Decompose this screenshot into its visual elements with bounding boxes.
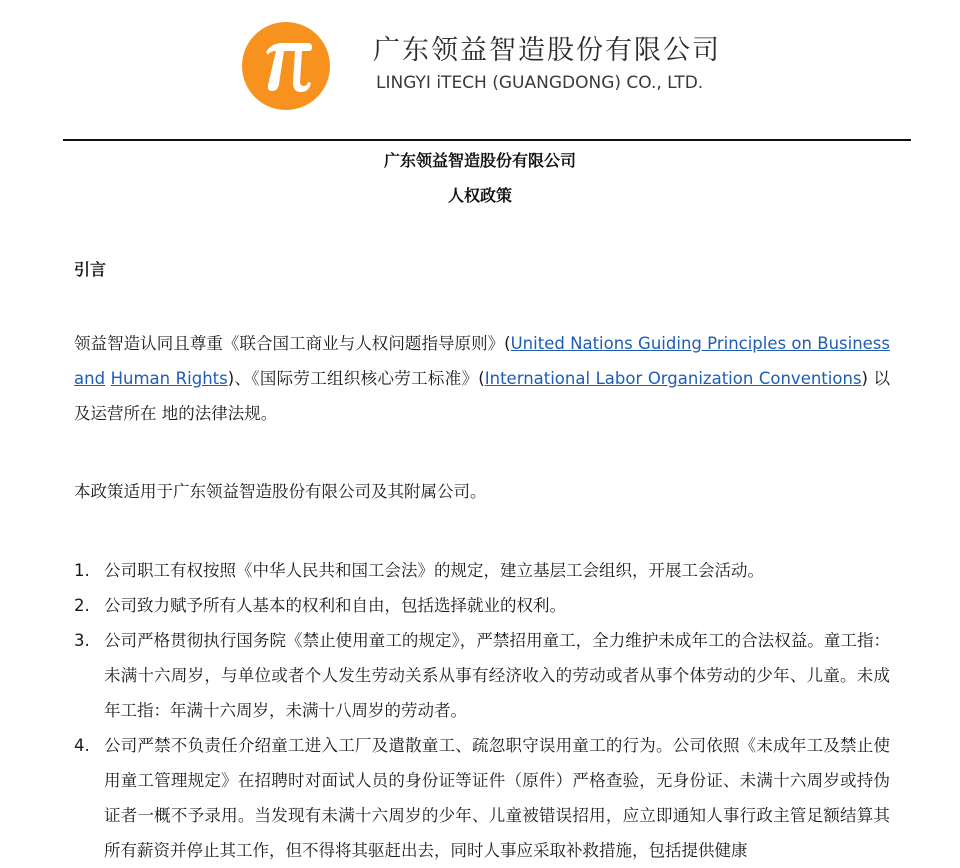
list-item-number: 4.: [74, 736, 90, 755]
company-name-cn: 广东领益智造股份有限公司: [373, 35, 721, 66]
list-item: [74, 553, 890, 588]
link-ilo-conventions[interactable]: International Labor Organization Conventions: [484, 369, 862, 388]
intro-paragraph: [74, 326, 890, 431]
list-item-number: 3.: [74, 631, 90, 650]
scope-paragraph: 本政策适用于广东领益智造股份有限公司及其附属公司。: [74, 482, 487, 501]
link-ungp[interactable]: United Nations Guiding Principles on Business and: [74, 334, 891, 388]
company-name-en: LINGYI iTECH (GUANGDONG) CO., LTD.: [376, 73, 704, 93]
list-item-text: 公司致力赋予所有人基本的权利和自由，包括选择就业的权利。: [104, 596, 566, 615]
intro-text-1: 领益智造认同且尊重《联合国工商业与人权问题指导原则》(: [74, 334, 511, 353]
header-divider: [63, 139, 911, 141]
list-item-text: 公司严格贯彻执行国务院《禁止使用童工的规定》，严禁招用童工，全力维护未成年工的合法权益。童工指：未满十六周岁，与单位或者个人发生劳动关系从事有经济收入的劳动或者从事个体劳动的少年、儿童。未成年工指：年满十六周岁，未满十八周岁的劳动者。: [104, 631, 890, 720]
list-item: [74, 728, 890, 868]
company-logo: [242, 22, 330, 110]
section-heading-intro: 引言: [74, 260, 107, 279]
intro-text-3: ) 以及运营所在 地的法律法规。: [74, 369, 891, 423]
list-item-number: 1.: [74, 561, 90, 580]
intro-text-2: )、《国际劳工组织核心劳工标准》(: [227, 369, 485, 388]
document-policy-title: 人权政策: [447, 186, 512, 205]
link-human-rights[interactable]: Human Rights: [110, 369, 228, 388]
list-item-text: 公司严禁不负责任介绍童工进入工厂及遣散童工、疏忽职守误用童工的行为。公司依照《未成年工及禁止使用童工管理规定》在招聘时对面试人员的身份证等证件（原件）严格查验，无身份证、未满十六周岁或持伪证者一概不予录用。当发现有未满十六周岁的少年、儿童被错误招用，应立即通知人事行政主管足额结算其所有薪资并停止其工作，但不得将其驱赶出去，同时人事应采取补救措施，包括提供健康: [104, 736, 890, 860]
policy-list: [74, 553, 890, 868]
list-item-number: 2.: [74, 596, 90, 615]
list-item: [74, 623, 890, 728]
letterhead: [0, 0, 960, 140]
pi-logo-icon: [242, 22, 330, 110]
list-item-text: 公司职工有权按照《中华人民共和国工会法》的规定，建立基层工会组织，开展工会活动。: [104, 561, 764, 580]
list-item: [74, 588, 890, 623]
document-company-title: 广东领益智造股份有限公司: [383, 151, 576, 170]
